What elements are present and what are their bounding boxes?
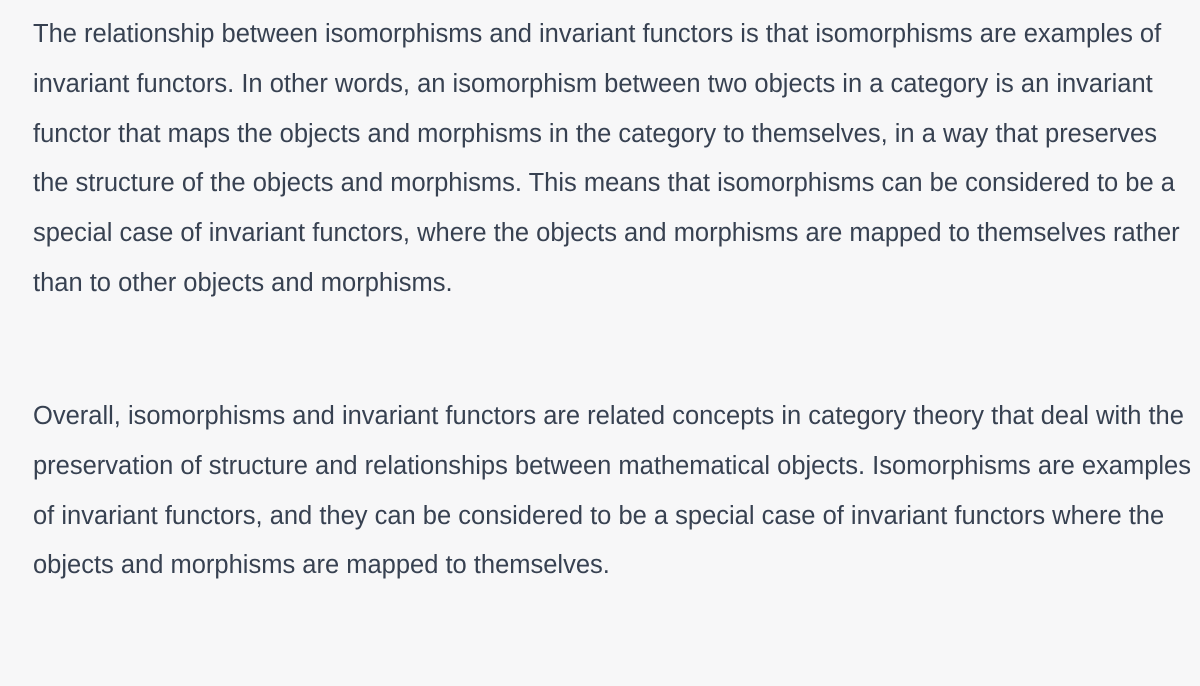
- message-paragraph-1: The relationship between isomorphisms and invariant functors is that isomorphisms are examples of invariant functors. In other words, an isomorphism between two objects in a category is an invariant functor that maps the objects and morphisms in the category to themselves, in a way that preserves the structure of the objects and morphisms. This means that isomorphisms can be considered to be a special case of invariant functors, where the objects and morphisms are mapped to themselves rather than to other objects and morphisms.: [33, 20, 1180, 297]
- message-paragraph-2: Overall, isomorphisms and invariant functors are related concepts in category theory that deal with the preservation of structure and relationships between mathematical objects. Isomorphisms are examples of invariant functors, and they can be considered to be a special case of invariant functors where the objects and morphisms are mapped to themselves.: [33, 402, 1191, 580]
